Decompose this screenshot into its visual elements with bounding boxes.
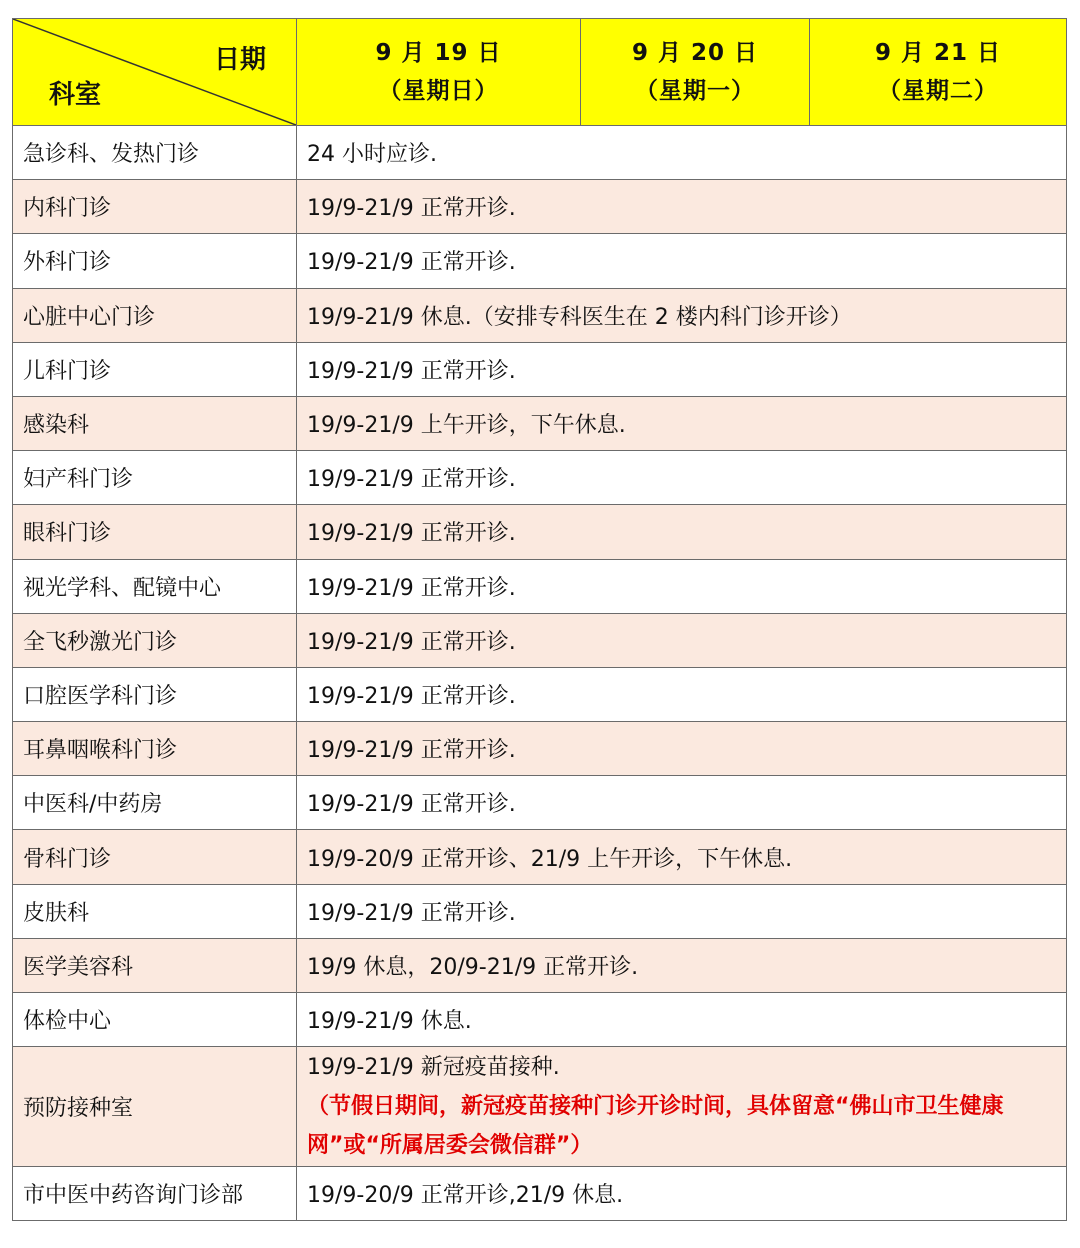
- schedule-cell: 19/9-21/9 正常开诊.: [297, 613, 1067, 667]
- table-row: [13, 667, 1067, 721]
- schedule-cell: 19/9-20/9 正常开诊、21/9 上午开诊，下午休息.: [297, 830, 1067, 884]
- schedule-cell: 19/9-20/9 正常开诊,21/9 休息.: [297, 1167, 1067, 1221]
- schedule-cell: [297, 1047, 1067, 1167]
- dept-cell: 骨科门诊: [13, 830, 297, 884]
- schedule-cell: 19/9-21/9 正常开诊.: [297, 342, 1067, 396]
- schedule-cell: 19/9-21/9 正常开诊.: [297, 884, 1067, 938]
- day-weekday: （星期一）: [635, 78, 755, 104]
- table-row: [13, 126, 1067, 180]
- schedule-cell: 19/9 休息，20/9-21/9 正常开诊.: [297, 938, 1067, 992]
- table-row: [13, 451, 1067, 505]
- schedule-cell: 19/9-21/9 正常开诊.: [297, 722, 1067, 776]
- schedule-cell: 24 小时应诊.: [297, 126, 1067, 180]
- table-row: [13, 830, 1067, 884]
- day-header-2: [581, 19, 810, 126]
- table-row: [13, 1167, 1067, 1221]
- schedule-cell: 19/9-21/9 休息.: [297, 993, 1067, 1047]
- table-row: [13, 505, 1067, 559]
- dept-cell: 耳鼻咽喉科门诊: [13, 722, 297, 776]
- table-row: [13, 884, 1067, 938]
- dept-cell: 体检中心: [13, 993, 297, 1047]
- table-row: [13, 234, 1067, 288]
- table-row: [13, 993, 1067, 1047]
- table-row: [13, 776, 1067, 830]
- schedule-table: [12, 18, 1067, 1221]
- schedule-text: 19/9-21/9 新冠疫苗接种.: [307, 1055, 560, 1081]
- table-row: [13, 613, 1067, 667]
- dept-cell: 医学美容科: [13, 938, 297, 992]
- dept-cell: 心脏中心门诊: [13, 288, 297, 342]
- dept-header-label: 科室: [49, 80, 102, 110]
- date-header-label: 日期: [213, 45, 266, 75]
- dept-cell: 妇产科门诊: [13, 451, 297, 505]
- dept-cell: 市中医中药咨询门诊部: [13, 1167, 297, 1221]
- dept-cell: 急诊科、发热门诊: [13, 126, 297, 180]
- dept-cell: 皮肤科: [13, 884, 297, 938]
- day-header-3: [810, 19, 1067, 126]
- header-row: [13, 19, 1067, 126]
- schedule-cell: 19/9-21/9 正常开诊.: [297, 234, 1067, 288]
- day-header-1: [297, 19, 581, 126]
- table-row: [13, 180, 1067, 234]
- schedule-cell: 19/9-21/9 上午开诊，下午休息.: [297, 396, 1067, 450]
- schedule-cell: 19/9-21/9 正常开诊.: [297, 451, 1067, 505]
- day-weekday: （星期日）: [378, 78, 499, 104]
- table-row: [13, 559, 1067, 613]
- schedule-cell: 19/9-21/9 正常开诊.: [297, 776, 1067, 830]
- dept-cell: 眼科门诊: [13, 505, 297, 559]
- dept-cell: 中医科/中药房: [13, 776, 297, 830]
- dept-cell: 口腔医学科门诊: [13, 667, 297, 721]
- day-date: 9 月 21 日: [874, 40, 1002, 66]
- dept-cell: 视光学科、配镜中心: [13, 559, 297, 613]
- dept-cell: 预防接种室: [13, 1047, 297, 1167]
- schedule-cell: 19/9-21/9 正常开诊.: [297, 667, 1067, 721]
- dept-cell: 感染科: [13, 396, 297, 450]
- dept-cell: 全飞秒激光门诊: [13, 613, 297, 667]
- table-row: [13, 288, 1067, 342]
- day-weekday: （星期二）: [878, 78, 998, 104]
- dept-cell: 儿科门诊: [13, 342, 297, 396]
- schedule-cell: 19/9-21/9 休息.（安排专科医生在 2 楼内科门诊开诊）: [297, 288, 1067, 342]
- vaccination-note: （节假日期间，新冠疫苗接种门诊开诊时间，具体留意“佛山市卫生健康网”或“所属居委会微信群”）: [307, 1094, 1004, 1159]
- table-row: [13, 342, 1067, 396]
- table-row: [13, 938, 1067, 992]
- schedule-cell: 19/9-21/9 正常开诊.: [297, 180, 1067, 234]
- corner-cell: [13, 19, 297, 126]
- table-row: [13, 1047, 1067, 1167]
- table-row: [13, 722, 1067, 776]
- day-date: 9 月 20 日: [631, 40, 759, 66]
- schedule-cell: 19/9-21/9 正常开诊.: [297, 505, 1067, 559]
- table-row: [13, 396, 1067, 450]
- day-date: 9 月 19 日: [375, 40, 502, 66]
- dept-cell: 内科门诊: [13, 180, 297, 234]
- schedule-cell: 19/9-21/9 正常开诊.: [297, 559, 1067, 613]
- dept-cell: 外科门诊: [13, 234, 297, 288]
